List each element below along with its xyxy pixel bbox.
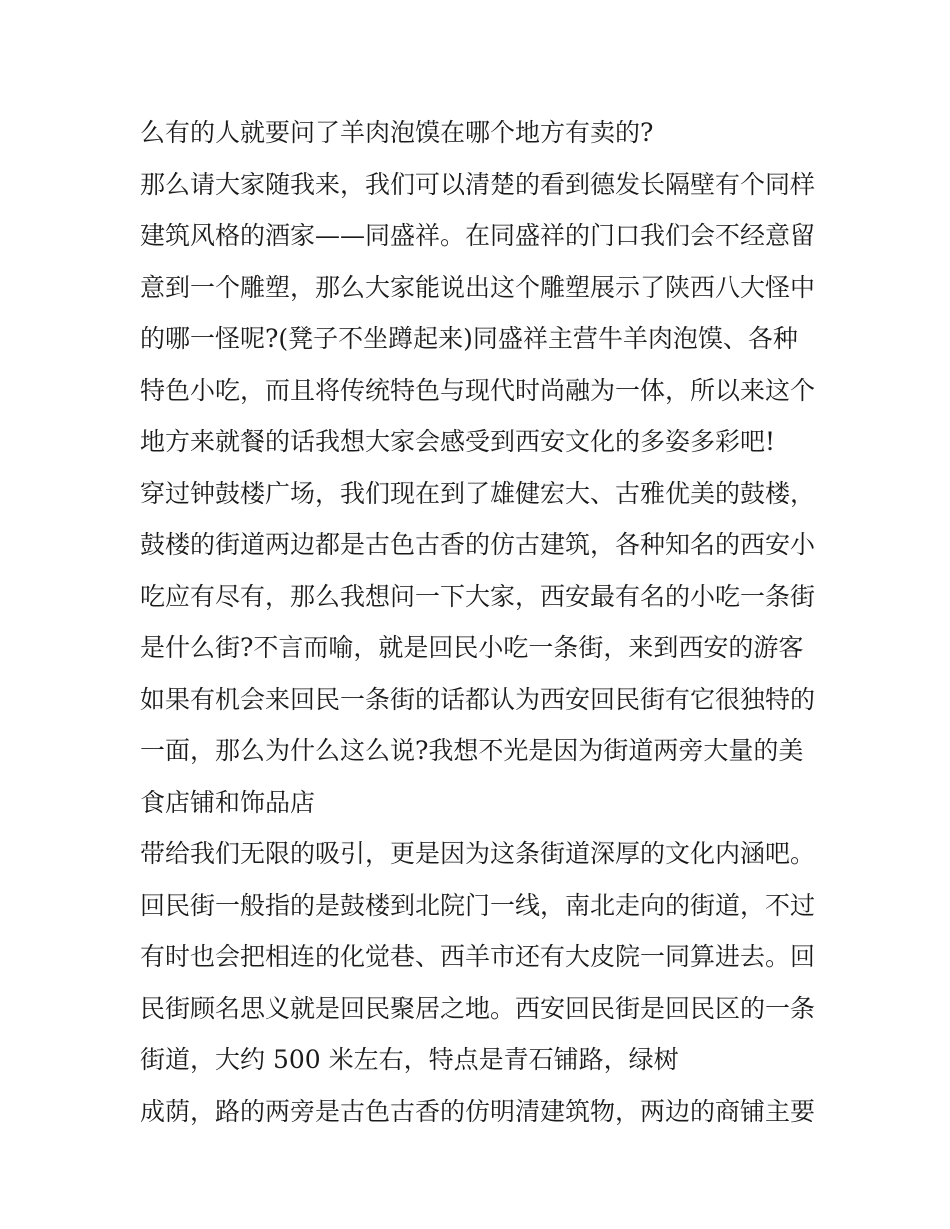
text-line-15: 带给我们无限的吸引，更是因为这条街道深厚的文化内涵吧。: [140, 839, 816, 868]
text-line-5: 的哪一怪呢?(凳子不坐蹲起来)同盛祥主营牛羊肉泡馍、各种: [140, 324, 798, 353]
text-line-12: 如果有机会来回民一条街的话都认为西安回民街有它很独特的: [140, 684, 816, 714]
text-line-20: 成荫，路的两旁是古色古香的仿明清建筑物，两边的商铺主要: [140, 1096, 816, 1126]
text-line-19: 街道，大约 500 米左右，特点是青石铺路，绿树: [140, 1045, 679, 1074]
text-line-1: 么有的人就要问了羊肉泡馍在哪个地方有卖的?: [140, 118, 654, 147]
text-line-16: 回民街一般指的是鼓楼到北院门一线，南北走向的街道，不过: [140, 890, 816, 920]
text-line-2: 那么请大家随我来，我们可以清楚的看到德发长隔壁有个同样: [140, 169, 816, 199]
text-line-11: 是什么街?不言而喻，就是回民小吃一条街，来到西安的游客: [140, 633, 804, 662]
text-line-8: 穿过钟鼓楼广场，我们现在到了雄健宏大、古雅优美的鼓楼，: [140, 478, 816, 508]
text-line-3: 建筑风格的酒家——同盛祥。在同盛祥的门口我们会不经意留: [140, 221, 816, 250]
text-line-6: 特色小吃，而且将传统特色与现代时尚融为一体，所以来这个: [140, 375, 816, 405]
text-line-14: 食店铺和饰品店: [140, 787, 316, 817]
body-text: [140, 107, 830, 1137]
text-line-18: 民街顾名思义就是回民聚居之地。西安回民街是回民区的一条: [140, 993, 816, 1023]
text-line-17: 有时也会把相连的化觉巷、西羊市还有大皮院一同算进去。回: [140, 942, 816, 971]
text-line-13: 一面，那么为什么这么说?我想不光是因为街道两旁大量的美: [140, 736, 804, 765]
text-line-7: 地方来就餐的话我想大家会感受到西安文化的多姿多彩吧!: [140, 427, 776, 456]
text-line-4: 意到一个雕塑，那么大家能说出这个雕塑展示了陕西八大怪中: [140, 272, 816, 302]
text-line-10: 吃应有尽有，那么我想问一下大家，西安最有名的小吃一条街: [140, 581, 816, 611]
text-line-9: 鼓楼的街道两边都是古色古香的仿古建筑，各种知名的西安小: [140, 530, 816, 559]
